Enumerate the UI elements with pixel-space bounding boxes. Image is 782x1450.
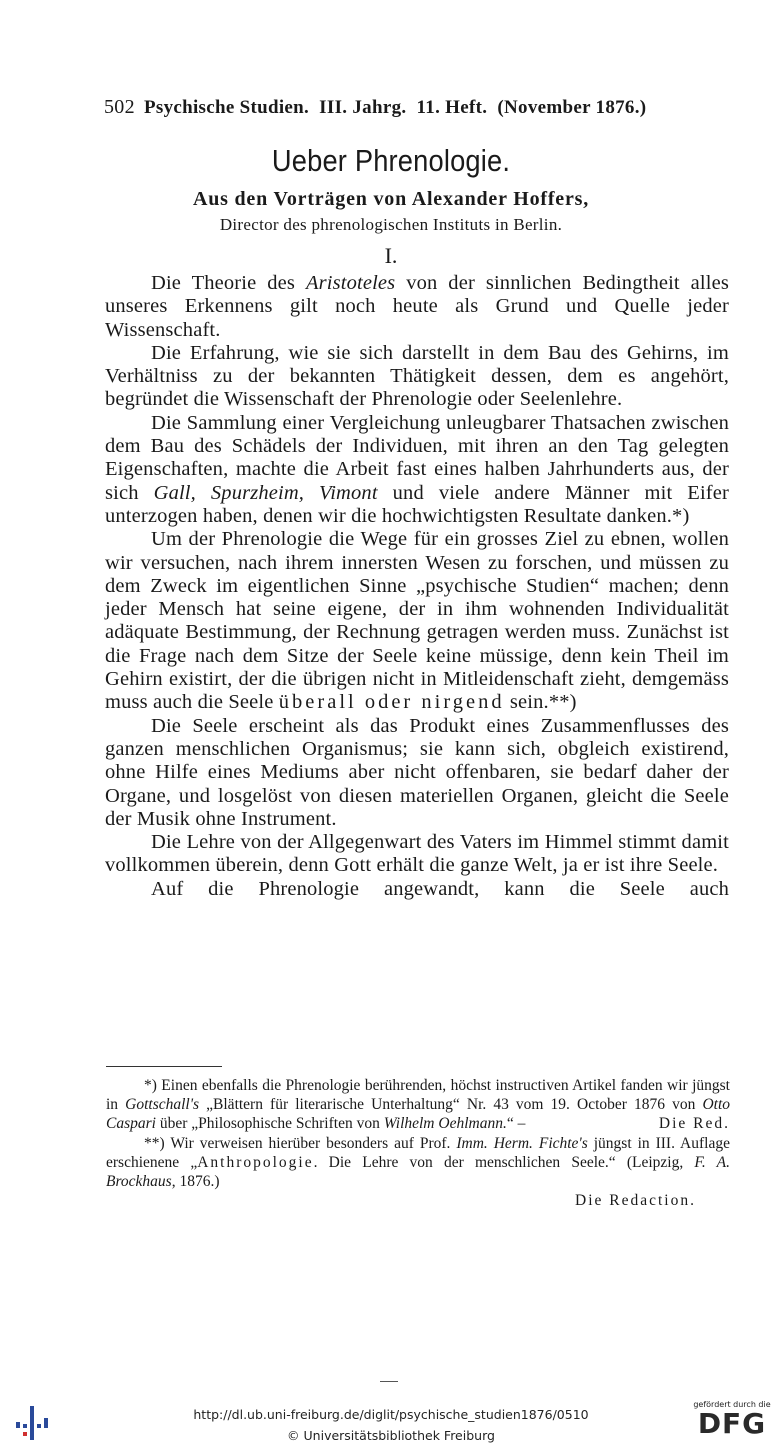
article-body	[105, 272, 729, 901]
text-run: Um der Phrenologie die Wege für ein grosses Ziel zu ebnen, wollen wir versuchen, nach ihrem innersten Wesen zu forschen, und müssen zu dem Zweck im eigentlichen Sinne „psychische Studien“ machen; denn jeder Mensch hat seine eigene, der in ihm wohnenden Individualität adäquate Bestimmung, der Rechnung getragen werden muss. Zunächst ist die Frage nach dem Sitze der Seele keine müssige, denn kein Theil im Gehirn existirt, der die übrigen nicht in Mitleidenschaft zieht, demgemäss muss auch die Seele	[105, 528, 729, 714]
paragraph	[105, 272, 729, 342]
dfg-tagline: gefördert durch die	[693, 1400, 771, 1409]
person-name: Aristoteles	[305, 272, 396, 294]
text-run: Die Theorie des	[151, 272, 306, 294]
article-subtitle: Aus den Vorträgen von Alexander Hoffers,	[192, 188, 590, 210]
page-end-dash	[380, 1381, 398, 1382]
text-run: „Blättern für literarische Unterhaltung“ Nr. 43 vom 19. October 1876 von	[199, 1096, 703, 1114]
text-run: *) Einen ebenfalls die Phrenologie berührenden, höchst instructiven Artikel fanden wir jüngst in	[106, 1077, 730, 1114]
text-run: , 1876.)	[171, 1173, 220, 1191]
author-byline: Director des phrenologischen Instituts in Berlin.	[219, 215, 563, 234]
copyright-notice: © Universitätsbibliothek Freiburg	[287, 1428, 495, 1443]
document-url-link[interactable]: http://dl.ub.uni-freiburg.de/diglit/psychische_studien1876/0510	[193, 1407, 589, 1422]
paragraph: Die Seele erscheint als das Produkt eines Zusammenflusses des ganzen menschlichen Organismus; sie kann sich, obgleich existirend, ohne Hilfe eines Mediums aber nicht offenbaren, sie bedarf daher der Organe, und losgelöst von diesen materiellen Organen, gleicht die Seele der Musik ohne Instrument.	[105, 714, 729, 830]
text-run: sein.**)	[504, 691, 577, 714]
author-name: Otto Caspari	[106, 1096, 730, 1133]
footnote-rule	[106, 1066, 222, 1067]
page-number: 502	[104, 96, 135, 118]
publisher-name: F. A. Brockhaus	[106, 1153, 730, 1191]
running-header	[104, 96, 704, 119]
text-run: “ –	[506, 1115, 526, 1133]
footnote	[106, 1134, 730, 1192]
article-title: Ueber Phrenologie.	[271, 143, 511, 178]
emphasis-spaced: Anthropologie	[197, 1153, 314, 1171]
text-run: und viele andere Männer mit Eifer unterzogen haben, denen wir die hochwichtigsten Resultate danken.*)	[105, 481, 730, 527]
journal-running-title: Psychische Studien. III. Jahrg. 11. Heft. (November 1876.)	[143, 97, 647, 118]
text-run: . Die Lehre von der menschlichen Seele.“ (Leipzig,	[313, 1153, 695, 1171]
paragraph	[105, 528, 729, 714]
author-name: Imm. Herm. Fichte's	[456, 1134, 588, 1152]
text-run: über „Philosophische Schriften von	[155, 1115, 384, 1133]
paragraph	[105, 412, 729, 528]
text-run: **) Wir verweisen hierüber besonders auf Prof.	[144, 1134, 457, 1152]
redaction-signature: Die Redaction.	[575, 1192, 696, 1210]
source-name: Gottschall's	[125, 1096, 200, 1114]
emphasis-spaced: überall oder nirgend	[278, 691, 505, 714]
author-name: Wilhelm Oehlmann.	[383, 1115, 507, 1133]
text-run: von der sinnlichen Bedingtheit alles unseres Erkennens gilt noch heute als Grund und Quelle jeder Wissenschaft.	[105, 272, 729, 341]
section-numeral: I.	[384, 243, 398, 268]
text-run: jüngst in III. Auflage erschienene „	[106, 1134, 730, 1171]
person-names: Gall, Spurzheim, Vimont	[153, 481, 378, 504]
paragraph: Die Erfahrung, wie sie sich darstellt in dem Bau des Gehirns, im Verhältniss zu der bekannten Thätigkeit dessen, dem es angehört, begründet die Wissenschaft der Phrenologie oder Seelenlehre.	[105, 341, 729, 411]
paragraph: Auf die Phrenologie angewandt, kann die Seele auch	[151, 877, 729, 900]
footnotes	[106, 1076, 730, 1210]
text-run: Die Sammlung einer Vergleichung unleugbarer Thatsachen zwischen dem Bau des Schädels der Individuen, mit ihren an den Tag gelegten Eigenschaften, machte die Arbeit fast eines halben Jahrhunderts aus, der sich	[105, 411, 729, 504]
footnote	[106, 1076, 730, 1134]
dfg-wordmark: DFG	[697, 1407, 767, 1440]
paragraph: Die Lehre von der Allgegenwart des Vaters im Himmel stimmt damit vollkommen überein, denn Gott erhält die ganze Welt, ja er ist ihre Seele.	[105, 831, 729, 877]
dfg-logo	[690, 1400, 774, 1446]
editor-signature: Die Red.	[658, 1115, 730, 1133]
